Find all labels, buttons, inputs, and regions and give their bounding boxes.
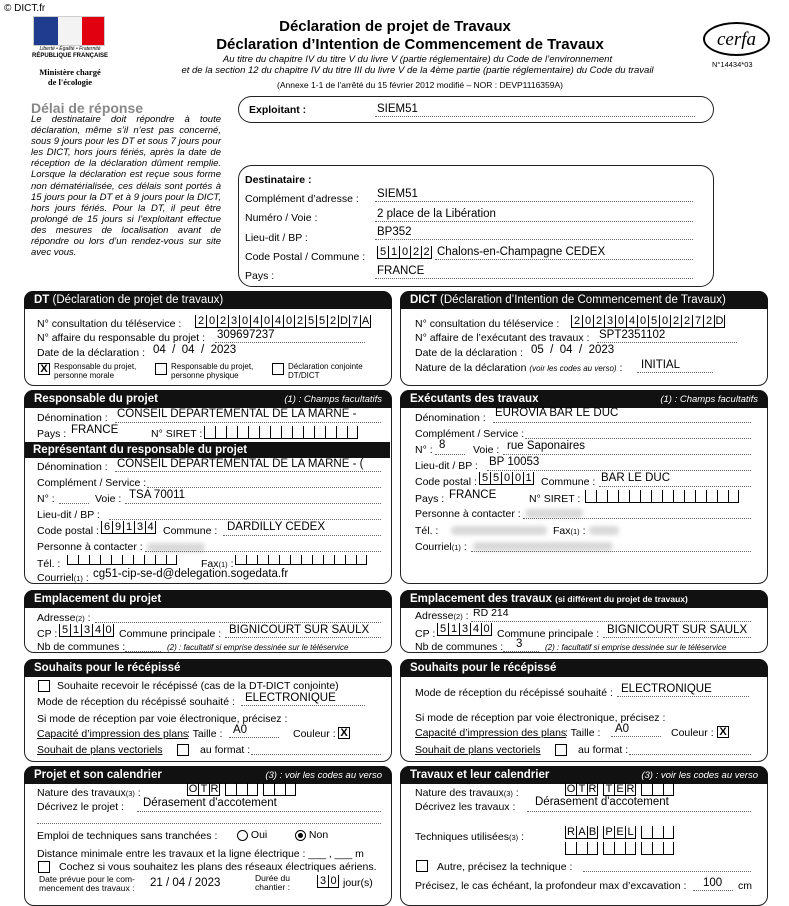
exec-cp-label: Code postal : (415, 476, 477, 488)
dt-opt2-checkbox[interactable] (155, 363, 167, 375)
delai-title: Délai de réponse (31, 100, 144, 116)
souhaits-right-box (400, 659, 768, 762)
ep-adresse-label: Adresse(2) : (37, 612, 91, 624)
rep-commune-value[interactable]: DARDILLY CEDEX (227, 521, 325, 533)
travaux-autre-checkbox[interactable] (416, 860, 428, 872)
exploitant-value[interactable]: SIEM51 (377, 103, 418, 115)
emplacement-travaux-header: Emplacement des travaux (si différent du projet de travaux) (400, 590, 768, 608)
projet-nature-cells[interactable]: O T R (188, 783, 219, 795)
dict-affaire-label: N° affaire de l’exécutant des travaux : (415, 332, 590, 344)
ep-nb-label: Nb de communes : (37, 641, 126, 653)
travaux-techniques-cells[interactable]: R A B (565, 826, 598, 839)
destinataire-box (238, 165, 714, 287)
resp-siret-cells[interactable] (204, 426, 358, 439)
sl-conjointe-checkbox[interactable] (38, 680, 50, 692)
sl-couleur-label: Couleur : (293, 728, 336, 740)
sr-taille-label: : Taille : (565, 727, 601, 739)
rep-fax-cells[interactable] (235, 555, 367, 565)
source-mark: © DICT.fr (4, 3, 46, 14)
delai-text: Le destinataire doit répondre à toute déclaration, même s’il n’est pas concerné, sous 9 jours pour les DT et sous 7 jours pour les DICT, hors jours fériés, après la date de réception de la déclaration dûment remplie. Lorsque la déclaration est reçue sous forme non dématérialisée, ces délais sont portés à 15 jours pour la DT et à 9 jours pour la DICT, hors jours fériés. Pour la DT, il peut être prolongé de 15 jours si l’exploitant effectue des mesures de localisation avant de répondre ou lors d’un rendez-vous sur site avec vous. (31, 114, 221, 259)
projet-box (24, 766, 392, 906)
travaux-nature-cells-3[interactable] (641, 783, 674, 796)
annex-ref: (Annexe 1-1 de l’arrêté du 15 février 2012 modifié – NOR : DEVP1116359A) (276, 80, 563, 90)
sr-format-label: au format : (578, 744, 629, 756)
sr-taille-value[interactable]: A0 (615, 723, 630, 735)
travaux-profondeur-unit: cm (738, 880, 752, 892)
rep-lieudit-label: Lieu-dit / BP : (37, 509, 100, 521)
projet-nature-cells-3[interactable] (263, 783, 296, 796)
projet-non-option[interactable]: Non (295, 829, 328, 841)
travaux-nature-label: Nature des travaux(3) : (415, 787, 519, 799)
rep-denom-label: Dénomination : (37, 461, 108, 473)
marianne-logo (33, 16, 105, 46)
travaux-nature-cells-2[interactable]: T E R (603, 783, 636, 796)
et-commune-label: Commune principale : (497, 628, 600, 640)
exec-commune-label: Commune : (541, 476, 596, 488)
dt-opt1-label: Responsable du projet, personne morale (54, 362, 137, 380)
travaux-techniques-cells-5[interactable] (603, 842, 636, 855)
exec-pays-value[interactable]: FRANCE (449, 489, 497, 501)
travaux-autre-label: Autre, précisez la technique : (437, 861, 573, 873)
rep-cp-label: Code postal : (37, 525, 99, 537)
exec-denom-label: Dénomination : (415, 412, 486, 424)
exec-denom-value[interactable]: EUROVIA BAR LE DUC (495, 407, 619, 419)
voie-value[interactable]: 2 place de la Libération (377, 208, 496, 220)
rep-tel-label: Tél. : (37, 558, 61, 570)
projet-distance: Distance minimale entre les travaux et la ligne électrique : ___ , ___ m (37, 848, 364, 860)
et-cp-label: CP : (415, 628, 436, 640)
dict-date-label: Date de la déclaration : (415, 347, 523, 359)
et-cp-cells[interactable]: 5 1 3 4 0 (437, 623, 492, 636)
exec-complement-label: Complément / Service : (415, 428, 525, 440)
projet-cochez-label: Cochez si vous souhaitez les plans des réseaux électriques aériens. (59, 861, 377, 873)
rep-complement-label: Complément / Service : (37, 477, 147, 489)
lieudit-value[interactable]: BP352 (377, 226, 412, 238)
travaux-header: Travaux et leur calendrier (3) : voir les codes au verso (400, 766, 768, 784)
sl-conjointe-label: Souhaite recevoir le récépissé (cas de la DT-DICT conjointe) (57, 680, 339, 692)
rep-courriel-label: Courriel(1) : (37, 572, 89, 584)
sr-couleur-label: Couleur : (671, 727, 714, 739)
et-nb-value[interactable]: 3 (516, 638, 523, 650)
et-commune-value[interactable]: BIGNICOURT SUR SAULX (607, 624, 748, 636)
cp-cells[interactable]: 5 1 0 2 2 (377, 246, 432, 259)
travaux-techniques-cells-3[interactable] (641, 826, 674, 839)
ep-commune-value[interactable]: BIGNICOURT SUR SAULX (229, 624, 370, 636)
exec-contact-redacted (525, 509, 583, 518)
sl-vect: Souhait de plans vectoriels (37, 744, 163, 756)
dict-nature-label: Nature de la déclaration (voir les codes au verso) : (415, 362, 623, 374)
resp-denom-label: Dénomination : (37, 412, 108, 424)
rep-voie-label: Voie : (95, 493, 122, 505)
rep-contact-label: Personne à contacter : (37, 541, 143, 553)
republic-name: RÉPUBLIQUE FRANÇAISE (31, 53, 108, 59)
sr-ifelec: Si mode de réception par voie électronique, précisez : (415, 712, 666, 724)
executants-header: Exécutants des travaux (1) : Champs facultatifs (400, 390, 768, 408)
page-title-2: Déclaration d’Intention de Commencement de Travaux (216, 36, 604, 53)
dt-opt2-label: Responsable du projet, personne physique (171, 362, 254, 380)
ep-cp-cells[interactable]: 5 1 3 4 0 (59, 624, 114, 637)
voie-label: Numéro / Voie : (245, 212, 318, 224)
ep-cp-label: CP : (37, 628, 58, 640)
rep-commune-label: Commune : (163, 525, 218, 537)
exec-courriel-label: Courriel(1) : (415, 541, 467, 553)
ministry-line2: de l'écologie (47, 77, 93, 87)
travaux-techniques-cells-6[interactable] (641, 842, 674, 855)
pays-value[interactable]: FRANCE (377, 265, 425, 277)
resp-pays-label: Pays : (37, 428, 67, 440)
projet-duree-unit: jour(s) (343, 877, 373, 889)
projet-decrivez-label: Décrivez le projet : (37, 801, 124, 813)
ministry-line1: Ministère chargé (39, 67, 101, 77)
travaux-techniques-label: Techniques utilisées(3) : (415, 831, 524, 843)
travaux-nature-cells[interactable]: O T R (566, 783, 597, 795)
cp-label: Code Postal / Commune : (245, 251, 366, 263)
dt-affaire-label: N° affaire du responsable du projet : (37, 332, 206, 344)
emplacement-projet-header: Emplacement du projet (24, 590, 392, 608)
exec-contact-label: Personne à contacter : (415, 508, 521, 520)
travaux-profondeur-value[interactable]: 100 (703, 877, 723, 889)
travaux-box (400, 766, 768, 906)
cerfa-number: N°14434*03 (712, 60, 753, 69)
dt-date-label: Date de la déclaration : (37, 347, 145, 359)
lieudit-label: Lieu-dit / BP : (245, 232, 308, 244)
projet-nature-label: Nature des travaux(3) : (37, 787, 141, 799)
exec-num-value[interactable]: 8 (439, 439, 446, 451)
projet-cochez-checkbox[interactable] (38, 861, 50, 873)
ep-commune-label: Commune principale : (119, 628, 222, 640)
sl-format-label: au format : (200, 744, 251, 756)
sl-mode-label: Mode de réception du récépissé souhaité : (37, 696, 235, 708)
rep-num-label: N° : (37, 493, 55, 505)
subtitle-2: et de la section 12 du chapitre IV du titre III du livre V de la 4ème partie (partie réglementaire) du Code du travail (181, 65, 654, 76)
exploitant-label: Exploitant : (249, 104, 307, 116)
et-nb-hint: (2) : facultatif si emprise dessinée sur le téléservice (545, 643, 727, 652)
ep-nb-hint: (2) : facultatif si emprise dessinée sur le téléservice (167, 643, 349, 652)
dt-opt3-checkbox[interactable] (272, 363, 284, 375)
projet-duree-label: Durée du chantier : (255, 873, 290, 892)
exec-cp-cells[interactable]: 5 5 0 0 1 (479, 472, 534, 485)
exec-num-label: N° : (415, 444, 433, 456)
resp-siret-label: N° SIRET : (151, 428, 203, 440)
dict-nature-value[interactable]: INITIAL (641, 359, 680, 371)
travaux-techniques-cells-2[interactable]: P E L (603, 826, 636, 839)
destinataire-title: Destinataire : (245, 174, 312, 186)
dict-header: DICT (Déclaration d’Intention de Commencement de Travaux) (400, 291, 768, 309)
souhaits-right-header: Souhaits pour le récépissé (400, 659, 768, 677)
exec-commune-value[interactable]: BAR LE DUC (601, 472, 671, 484)
republic-motto: Liberté • Égalité • Fraternité (39, 46, 101, 52)
projet-tranchees-label: Emploi de techniques sans tranchées : (37, 830, 218, 842)
commune-value[interactable]: Chalons-en-Champagne CEDEX (437, 246, 606, 258)
dict-box (400, 291, 768, 386)
projet-decrivez-value[interactable]: Dérasement d'accotement (143, 797, 277, 809)
exec-pays-label: Pays : (415, 493, 445, 505)
pays-label: Pays : (245, 270, 275, 282)
exploitant-box (238, 96, 714, 123)
exec-siret-label: N° SIRET : (529, 493, 581, 505)
projet-oui-option[interactable]: Oui (237, 829, 267, 841)
sl-mode-value[interactable]: ELECTRONIQUE (245, 692, 336, 704)
dict-affaire-value[interactable]: SPT2351102 (599, 329, 666, 341)
dt-consult-label: N° consultation du téléservice : (37, 318, 182, 330)
projet-header: Projet et son calendrier (3) : voir les codes au verso (24, 766, 392, 784)
sr-mode-value[interactable]: ELECTRONIQUE (621, 683, 712, 695)
projet-date-label: Date prévue pour le com- mencement des travaux : (39, 874, 135, 893)
sr-capacite: Capacité d’impression des plans (415, 727, 567, 739)
dt-date[interactable]: 04 / 04 / 2023 (153, 344, 237, 356)
projet-date[interactable]: 21 / 04 / 2023 (150, 877, 221, 889)
rep-voie-value[interactable]: TSA 70011 (129, 489, 186, 501)
dict-consult-cells[interactable]: 2 0 2 3 0 4 0 5 0 2 2 7 2 D (571, 315, 725, 328)
exec-lieudit-label: Lieu-dit / BP : (415, 460, 478, 472)
sr-mode-label: Mode de réception du récépissé souhaité : (415, 687, 613, 699)
sl-vect-checkbox[interactable] (177, 744, 189, 756)
responsable-box (24, 390, 392, 584)
rep-tel-cells[interactable] (67, 555, 177, 565)
et-adresse-label: Adresse(2) : (415, 610, 469, 622)
exec-voie-value[interactable]: rue Saponaires (507, 440, 585, 452)
sl-capacite: Capacité d’impression des plans (37, 728, 189, 740)
dt-box (24, 291, 392, 386)
exec-courriel-redacted (473, 542, 613, 551)
subtitle-1: Au titre du chapitre IV du titre V du livre V (partie réglementaire) du Code de l’environnement (222, 54, 613, 65)
exec-tel-label: Tél. : (415, 525, 439, 537)
dt-opt1-checkbox[interactable]: X (38, 363, 50, 375)
travaux-decrivez-value[interactable]: Dérasement d'accotement (535, 796, 669, 808)
resp-pays-value[interactable]: FRANCE (71, 424, 119, 436)
rep-fax-label: Fax(1) : (201, 558, 234, 570)
resp-denom-value[interactable]: CONSEIL DEPARTEMENTAL DE LA MARNE - (117, 408, 357, 420)
rep-denom-value[interactable]: CONSEIL DEPARTEMENTAL DE LA MARNE - ( (117, 458, 364, 470)
exec-siret-cells[interactable] (585, 490, 739, 503)
cerfa-logo: cerfa (703, 22, 770, 56)
exec-fax-redacted (589, 526, 619, 535)
dt-consult-cells[interactable]: 2 0 2 3 0 4 0 4 0 2 5 5 2 D 7 A (195, 315, 371, 328)
dict-consult-label: N° consultation du téléservice : (415, 318, 560, 330)
rep-cp-cells[interactable]: 6 9 1 3 4 (101, 521, 156, 534)
sl-taille-value[interactable]: A0 (233, 724, 248, 736)
dt-header: DT (Déclaration de projet de travaux) (24, 291, 392, 309)
dt-opt3-label: Déclaration conjointe DT/DICT (288, 362, 363, 380)
exec-lieudit-value[interactable]: BP 10053 (489, 456, 540, 468)
sr-couleur-checkbox[interactable]: X (717, 726, 729, 738)
sr-vect: Souhait de plans vectoriels (415, 744, 541, 756)
sl-taille-label: : Taille : (187, 728, 223, 740)
emplacement-projet-box (24, 590, 392, 653)
travaux-profondeur-label: Précisez, le cas échéant, la profondeur max d’excavation : (415, 880, 687, 892)
complement-label: Complément d’adresse : (245, 193, 359, 205)
exec-voie-label: Voie : (473, 444, 500, 456)
sl-ifelec: Si mode de réception par voie électronique, précisez : (37, 713, 288, 725)
executants-box (400, 390, 768, 584)
sr-vect-checkbox[interactable] (555, 744, 567, 756)
emplacement-travaux-box (400, 590, 768, 653)
complement-value[interactable]: SIEM51 (377, 188, 418, 200)
exec-fax-label: Fax(1) : (553, 525, 586, 537)
rep-courriel-value[interactable]: cg51-cip-se-d@delegation.sogedata.fr (93, 568, 289, 580)
projet-nature-cells-2[interactable] (225, 783, 258, 796)
exec-tel-redacted (451, 526, 547, 535)
dict-date[interactable]: 05 / 04 / 2023 (531, 344, 615, 356)
travaux-decrivez-label: Décrivez les travaux : (415, 801, 516, 813)
souhaits-left-box (24, 659, 392, 762)
representant-header: Représentant du responsable du projet (25, 442, 390, 458)
dt-affaire-value[interactable]: 309697237 (217, 329, 275, 341)
souhaits-left-header: Souhaits pour le récépissé (24, 659, 392, 677)
projet-duree-cells[interactable]: 3 0 (317, 875, 339, 888)
travaux-techniques-cells-4[interactable] (565, 842, 598, 855)
et-adresse-value[interactable]: RD 214 (473, 607, 509, 619)
page-title: Déclaration de projet de Travaux (279, 18, 511, 35)
et-nb-label: Nb de communes : (415, 641, 504, 653)
responsable-header: Responsable du projet (1) : Champs facultatifs (24, 390, 392, 408)
sl-couleur-checkbox[interactable]: X (338, 727, 350, 739)
